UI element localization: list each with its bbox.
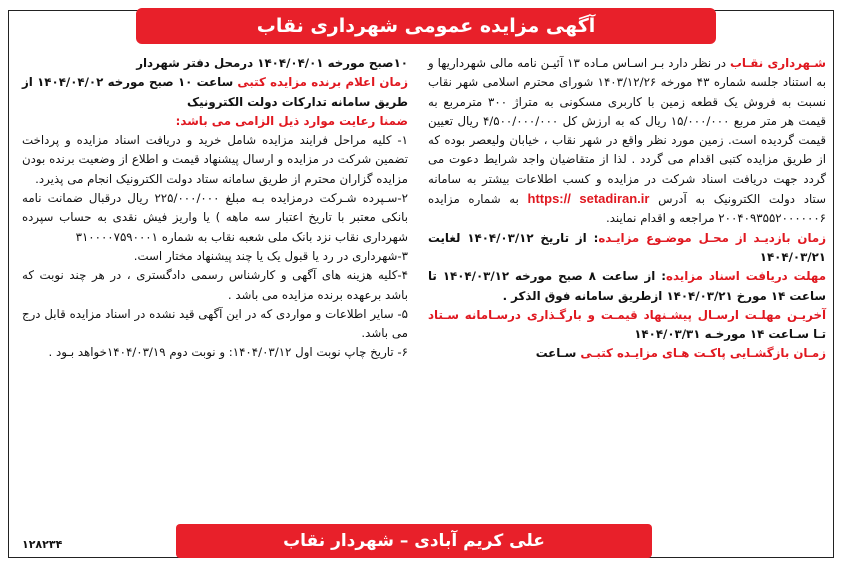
note-item-5: ۵- سایر اطلاعات و مواردی که در این آگهی قید نشده در اسناد مزایده قابل درج می باشد. xyxy=(22,306,408,341)
intro-text: در نظر دارد بـر اسـاس مـاده ۱۳ آئیـن نامه مالی شهرداریها و به استناد جلسه شماره ۴۳ مورخه ۱۴۰۳/۱۲/۲۶ شورای محترم اسلامی شهر نقاب نسبت به فروش یک قطعه زمین با کاربری مسکونی به متراژ ۳۰۰ مترمربع به قیمت هر متر مربع ۱۵/۰۰۰/۰۰۰ ریال که به ارزش کل ۴/۵۰۰/۰۰۰/۰۰۰ ریال تعیین قیمت گردیده است. زمین مورد نظر واقع در شهر نقاب ، خیابان ولیعصر بوده که از طریق مزایده کتبی اقدام می گردد . لذا از متقاضیان واجد شرایط دعوت می گردد جهت دریافت اسناد شرکت در مزایده و کسب اطلاعات بیشتر به سامانه ستاد دولت الکترونیک به آدرس xyxy=(428,56,827,207)
intro-paragraph xyxy=(428,54,826,229)
note-item-3: ۳-شهرداری در رد یا قبول یک یا چند پیشنهاد مختار است. xyxy=(133,248,408,263)
visit-text: : از تاریخ ۱۴۰۴/۰۳/۱۲ لغایت ۱۴۰۴/۰۳/۲۱ xyxy=(428,230,826,264)
docs-paragraph xyxy=(428,267,826,306)
ad-title: آگهی مزایده عمومی شهرداری نقاب xyxy=(256,15,596,37)
note-item-2: ۲-سـپرده شـرکت درمزایده بـه مبلغ ۲۲۵/۰۰۰/۰۰۰ ریال درقبال ضمانت نامه بانکی معتبر با تاریخ اعتبار سه ماهه ) یا واریز فیش نقدی به حساب سپرده شهرداری نقاب نزد بانک ملی شعبه نقاب به شماره ۳۱۰۰۰۰۷۵۹۰۰۰۱ xyxy=(22,191,409,244)
note-item-4: ۴-کلیه هزینه های آگهی و کارشناس رسمی دادگستری ، در هر چند نوبت که باشد برعهده برنده مزایده می باشد . xyxy=(22,268,408,302)
opening-paragraph xyxy=(428,344,826,363)
right-column xyxy=(428,54,826,364)
left-column xyxy=(22,54,408,363)
mayor-signature: علی کریم آبادی – شهردار نقاب xyxy=(283,531,545,551)
municipality-name: شـهرداری نقـاب xyxy=(729,56,826,70)
docs-text: : از ساعت ۸ صبح مورخه ۱۴۰۴/۰۳/۱۲ تا ساعت ۱۴ مورخ ۱۴۰۴/۰۳/۲۱ ازطریق سامانه فوق الذکر . xyxy=(428,269,826,303)
setad-link[interactable]: https:// setadiran.ir xyxy=(527,191,650,207)
visit-label: زمان بازدیـد از محـل موضـوع مزایـده xyxy=(598,230,826,245)
announce-paragraph xyxy=(22,73,408,112)
announce-text: ساعت ۱۰ صبح مورخه ۱۴۰۴/۰۴/۰۲ از طریق سامانه تدارکات دولت الکترونیک xyxy=(22,75,408,109)
opening-label: زمـان بازگشـایی پاکـت هـای مزایـده کتبـی xyxy=(580,346,826,361)
note-item-1: ۱- کلیه مراحل فرایند مزایده شامل خرید و دریافت اسناد مزایده و پرداخت تضمین شرکت در مزایده و ارسال پیشنهاد قیمت و اطلاع از وضعیت برنده بودن مزایده گزاران محترم از طریق سامانه ستاد دولت الکترونیک انجام می پذیرد. xyxy=(22,133,408,186)
deadline-text: تـا سـاعت ۱۴ مورخـه ۱۴۰۴/۰۳/۳۱ xyxy=(634,327,826,342)
deadline-paragraph xyxy=(428,306,826,345)
note-item-6: ۶- تاریخ چاپ نوبت اول ۱۴۰۴/۰۳/۱۲: و نوبت دوم ۱۴۰۴/۰۳/۱۹خواهد بـود . xyxy=(48,345,408,360)
docs-label: مهلت دریافت اسناد مزایده xyxy=(666,269,827,284)
opening-text: سـاعت xyxy=(535,346,581,361)
announce-label: زمان اعلام برنده مزایده کتبی xyxy=(237,75,409,90)
opening-time-line: ۱۰صبح مورخه ۱۴۰۴/۰۴/۰۱ درمحل دفتر شهردار xyxy=(136,56,408,70)
visit-paragraph xyxy=(428,229,826,268)
deadline-label: آخریـن مهلـت ارسـال پیشـنهاد قیمـت و بارگـذاری درسـامانه سـتاد xyxy=(428,307,826,322)
intro-tail: به شماره مزایده ۲۰۰۴۰۹۳۵۵۲۰۰۰۰۰۰۶ مراجعه و اقدام نمایند. xyxy=(428,192,826,226)
ad-code: ۱۲۸۲۳۴ xyxy=(22,538,63,551)
notes-heading: ضمنا رعایت موارد ذیل الزامی می باشد: xyxy=(175,113,408,128)
